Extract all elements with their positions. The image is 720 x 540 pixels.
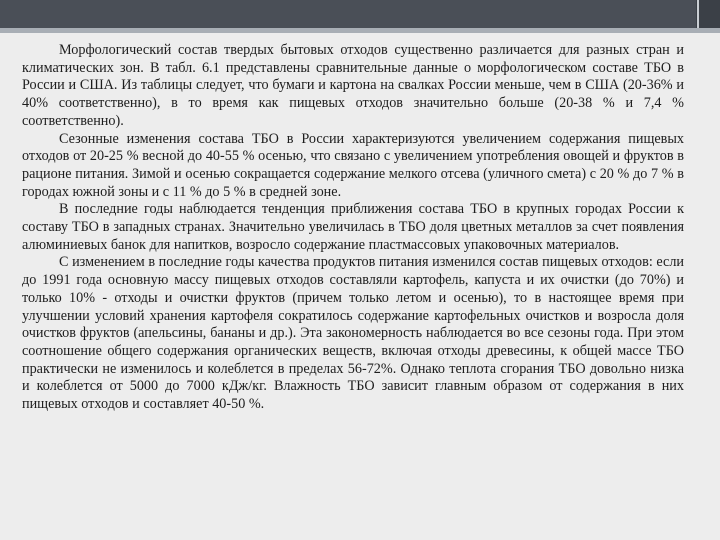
paragraph-recent-trends: В последние годы наблюдается тенденция приближения состава ТБО в крупных городах России к составу ТБО в западных странах. Значительно увеличилась в ТБО доля цветных металлов за счет появления алюминиевых банок для напитков, возросло содержание пластмассовых упаковочных материалов. <box>22 201 684 253</box>
header-bar-divider <box>697 0 699 28</box>
header-bar-corner <box>696 0 720 28</box>
header-accent-stripe <box>0 28 720 33</box>
paragraph-morphology: Морфологический состав твердых бытовых отходов существенно различается для разных стран и климатических зон. В табл. 6.1 представлены сравнительные данные о морфологическом составе ТБО в России и США. Из таблицы следует, что бумаги и картона на свалках России меньше, чем в США (20-36% и 40% соответственно), в то время как пищевых отходов значительно больше (20-38 % и 7,4 % соответственно). <box>22 42 684 129</box>
slide-body-text <box>22 42 684 414</box>
paragraph-seasonal-changes: Сезонные изменения состава ТБО в России характеризуются увеличением содержания пищевых отходов от 20-25 % весной до 40-55 % осенью, что связано с увеличением употребления овощей и фруктов в рационе питания. Зимой и осенью сокращается содержание мелкого отсева (уличного смета) с 20 % до 7 % в городах южной зоны и с 11 % до 5 % в средней зоне. <box>22 130 684 200</box>
paragraph-food-waste-composition: С изменением в последние годы качества продуктов питания изменился состав пищевых отходов: если до 1991 года основную массу пищевых отходов составляли картофель, капуста и их очистки (до 70%) и только 10% - отходы и очистки фруктов (причем только летом и осенью), то в настоящее время при улучшении условий хранения картофеля сократилось содержание картофельных очистков и возросла доля очистков фруктов (апельсины, бананы и др.). Эта закономерность наблюдается во все сезоны года. При этом соотношение общего содержания органических веществ, включая отходы древесины, к общей массе ТБО практически не изменилось и колеблется в пределах 56-72%. Однако теплота сгорания ТБО довольно низка и колеблется от 5000 до 7000 кДж/кг. Влажность ТБО зависит главным образом от содержания в них пищевых отходов и составляет 40-50 %. <box>22 254 684 413</box>
header-bar <box>0 0 720 28</box>
